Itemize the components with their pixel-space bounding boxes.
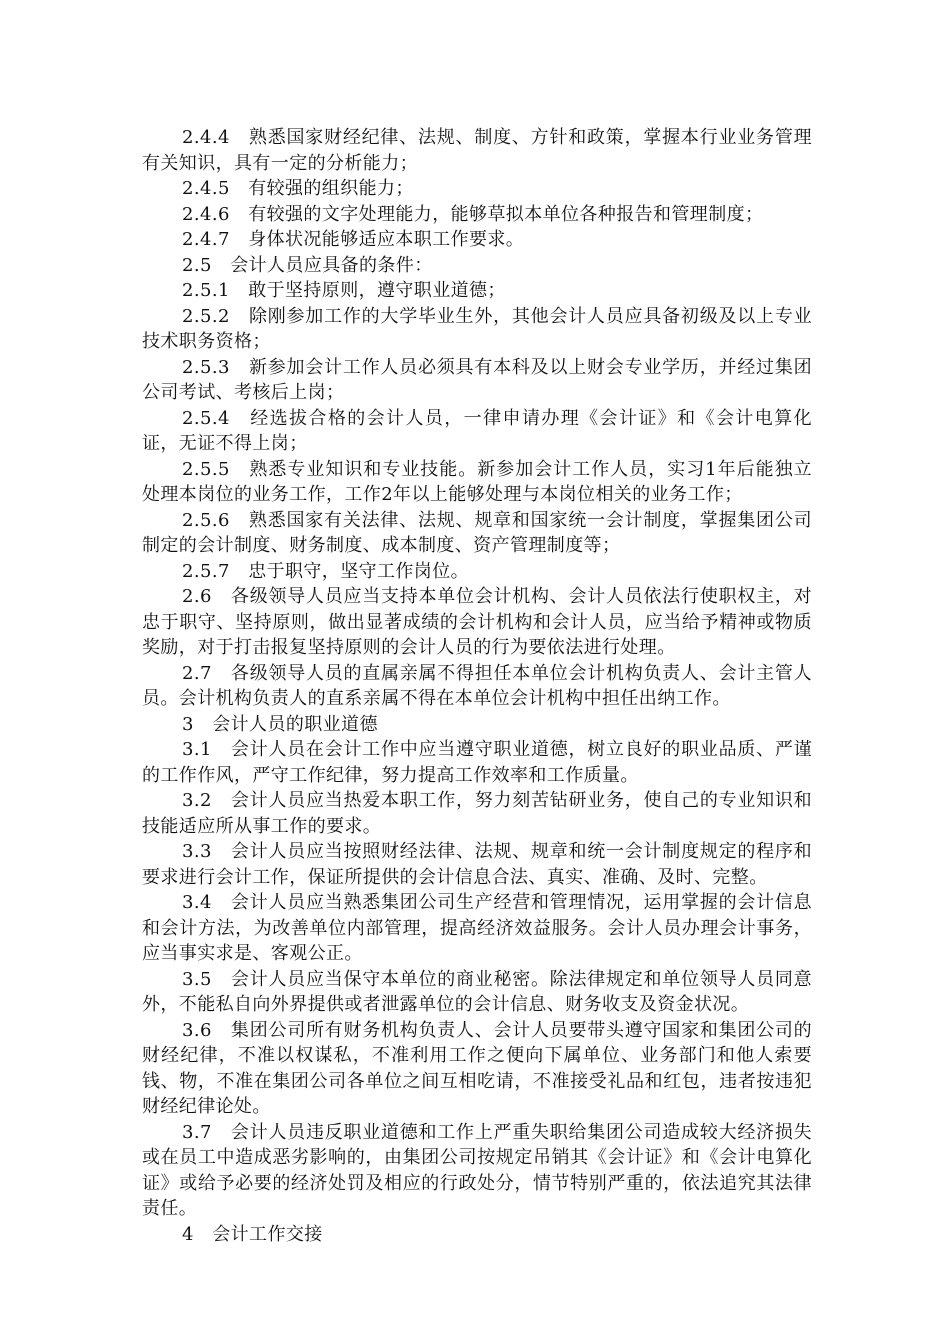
paragraph-2-6: 2.6 各级领导人员应当支持本单位会计机构、会计人员依法行使职权主，对忠于职守、坚持原则，做出显著成绩的会计机构和会计人员，应当给予精神或物质奖励，对于打击报复坚持原则的会计人员的行为要依法进行处理。 [142,586,812,658]
paragraph-3-1: 3.1 会计人员在会计工作中应当遵守职业道德，树立良好的职业品质、严谨的工作作风，严守工作纪律，努力提高工作效率和工作质量。 [142,739,812,786]
document-body [142,125,812,1247]
section-heading-4: 4 会计工作交接 [182,1223,323,1245]
paragraph-2-5-3: 2.5.3 新参加会计工作人员必须具有本科及以上财会专业学历，并经过集团公司考试、考核后上岗； [142,356,812,403]
paragraph-2-4-7: 2.4.7 身体状况能够适应本职工作要求。 [182,229,525,250]
paragraph-2-4-6: 2.4.6 有较强的文字处理能力，能够草拟本单位各种报告和管理制度； [182,203,764,225]
paragraph-3-3: 3.3 会计人员应当按照财经法律、法规、规章和统一会计制度规定的程序和要求进行会计工作，保证所提供的会计信息合法、真实、准确、及时、完整。 [142,841,812,888]
section-heading-2-5: 2.5 会计人员应具备的条件： [182,254,433,276]
paragraph-2-4-5: 2.4.5 有较强的组织能力； [182,178,414,199]
paragraph-2-4-4: 2.4.4 熟悉国家财经纪律、法规、制度、方针和政策，掌握本行业业务管理有关知识，具有一定的分析能力； [142,127,812,174]
paragraph-2-5-7: 2.5.7 忠于职守，坚守工作岗位。 [182,560,469,582]
paragraph-3-2: 3.2 会计人员应当热爱本职工作，努力刻苦钻研业务，使自己的专业知识和技能适应所从事工作的要求。 [142,790,812,837]
paragraph-2-7: 2.7 各级领导人员的直属亲属不得担任本单位会计机构负责人、会计主管人员。会计机构负责人的直系亲属不得在本单位会计机构中担任出纳工作。 [142,662,812,709]
paragraph-3-6: 3.6 集团公司所有财务机构负责人、会计人员要带头遵守国家和集团公司的财经纪律，不准以权谋私，不准利用工作之便向下属单位、业务部门和他人索要钱、物，不准在集团公司各单位之间互相吃请，不准接受礼品和红包，违者按违犯财经纪律论处。 [142,1019,812,1117]
paragraph-3-4: 3.4 会计人员应当熟悉集团公司生产经营和管理情况，运用掌握的会计信息和会计方法，为改善单位内部管理，提高经济效益服务。会计人员办理会计事务，应当事实求是、客观公正。 [142,892,812,964]
paragraph-2-5-2: 2.5.2 除刚参加工作的大学毕业生外，其他会计人员应具备初级及以上专业技术职务资格； [142,305,812,352]
paragraph-2-5-5: 2.5.5 熟悉专业知识和专业技能。新参加会计工作人员，实习1年后能独立处理本岗位的业务工作，工作2年以上能够处理与本岗位相关的业务工作； [142,458,812,505]
section-heading-3: 3 会计人员的职业道德 [182,713,378,735]
paragraph-3-7: 3.7 会计人员违反职业道德和工作上严重失职给集团公司造成较大经济损失或在员工中造成恶劣影响的，由集团公司按规定吊销其《会计证》和《会计电算化证》或给予必要的经济处罚及相应的行政处分，情节特别严重的，依法追究其法律责任。 [142,1121,812,1219]
paragraph-2-5-4: 2.5.4 经选拔合格的会计人员，一律申请办理《会计证》和《会计电算化证，无证不得上岗； [142,407,812,454]
paragraph-2-5-1: 2.5.1 敢于坚持原则，遵守职业道德； [182,280,506,301]
paragraph-2-5-6: 2.5.6 熟悉国家有关法律、法规、规章和国家统一会计制度，掌握集团公司制定的会计制度、财务制度、成本制度、资产管理制度等； [142,509,812,556]
paragraph-3-5: 3.5 会计人员应当保守本单位的商业秘密。除法律规定和单位领导人员同意外，不能私自向外界提供或者泄露单位的会计信息、财务收支及资金状况。 [142,968,812,1015]
